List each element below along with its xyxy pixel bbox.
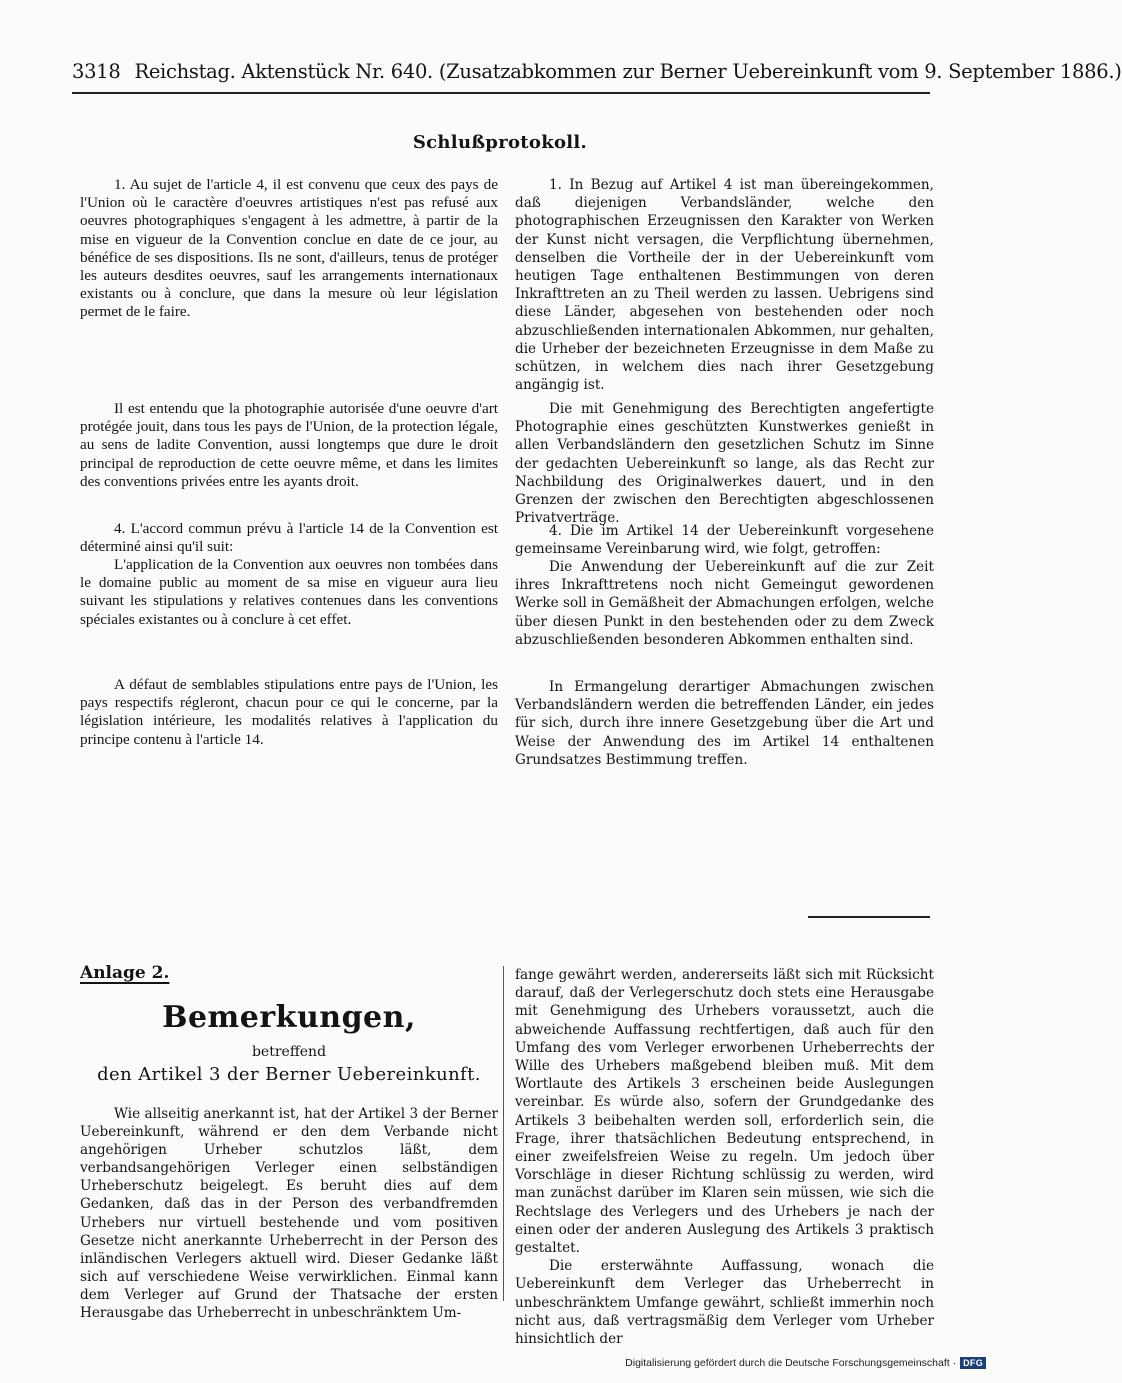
protocol-title: Schlußprotokoll.: [412, 132, 588, 153]
french-paragraph-3: 4. L'accord commun prévu à l'article 14 de la Convention est déterminé ainsi qu'il suit:: [80, 520, 498, 556]
page-number: 3318: [72, 60, 121, 83]
annex-subtitle-1: betreffend: [251, 1044, 327, 1060]
annex-left-column: [80, 1105, 498, 1322]
annex-title: Bemerkungen,: [162, 1000, 416, 1035]
column-divider: [503, 966, 504, 1301]
annex-label: Anlage 2.: [80, 963, 170, 983]
german-paragraph-5: In Ermangelung derartiger Abmachungen zwischen Verbandsländern werden die betreffenden Länder, ein jedes für sich, durch ihre innere Gesetzgebung über die Art und Weise der Anwendung des im Artikel 14 enthaltenen Grundsatzes Bestimmung treffen.: [515, 679, 934, 768]
german-paragraph-2: Die mit Genehmigung des Berechtigten angefertigte Photographie eines geschützten Kunstwerkes genießt in allen Verbandsländern den gesetzlichen Schutz im Sinne der gedachten Uebereinkunft so lange, als das Recht zur Nachbildung des Originalwerkes dauert, und in den Grenzen der zwischen den Berechtigten abgeschlossenen Privatverträge.: [515, 401, 934, 527]
annex-right-column: [515, 966, 934, 1348]
german-paragraph-4: Die Anwendung der Uebereinkunft auf die zur Zeit ihres Inkrafttretens noch nicht Gemeingut gewordenen Werke soll in Gemäßheit der Abmachungen erfolgen, welche über diesen Punkt in den bestehenden oder zu dem Zweck abzuschließenden besonderen Abkommen enthalten sind.: [515, 559, 934, 648]
french-paragraph-2: Il est entendu que la photographie autorisée d'une oeuvre d'art protégée jouit, dans tous les pays de l'Union, de la protection légale, au sens de ladite Convention, aussi longtemps que dure le droit principal de reproduction de cette oeuvre même, et dans les limites des conventions privées entre les ayants droit.: [80, 400, 498, 490]
german-paragraph-1: 1. In Bezug auf Artikel 4 ist man übereingekommen, daß diejenigen Verbandsländer, welche den photographischen Erzeugnissen den Karakter von Werken der Kunst nicht versagen, die Verpflichtung übernehmen, denselben die Vortheile der in der Uebereinkunft vom heutigen Tage enthaltenen Bestimmungen von deren Inkrafttreten an zu Theil werden zu lassen. Uebrigens sind diese Länder, abgesehen von bestehenden oder noch abzuschließenden internationalen Abkommen, nur gehalten, die Urheber der bezeichneten Erzeugnisse in dem Maße zu schützen, in welchem dies nach ihrer Gesetzgebung angängig ist.: [515, 177, 934, 394]
annex-right-paragraph-2: Die ersterwähnte Auffassung, wonach die Uebereinkunft dem Verleger das Urheberrecht in unbeschränktem Umfange gewährt, schließt immerhin noch nicht aus, daß vertragsmäßig dem Verleger vom Urheber hinsichtlich der: [515, 1258, 934, 1348]
header-rule: [72, 92, 930, 94]
french-paragraph-5: A défaut de semblables stipulations entre pays de l'Union, les pays respectifs régleront, chacun pour ce qui le concerne, par la législation intérieure, les modalités relatives à l'application du principe contenu à l'article 14.: [80, 676, 498, 748]
section-end-rule: [808, 916, 930, 918]
running-header: [72, 60, 1122, 83]
french-paragraph-1: 1. Au sujet de l'article 4, il est convenu que ceux des pays de l'Union où le caractère d'oeuvres artistiques n'est pas refusé aux oeuvres photographiques s'engagent à les admettre, à partir de la mise en vigueur de la Convention conclue en date de ce jour, au bénéfice de ses dispositions. Ils ne sont, d'ailleurs, tenus de protéger les auteurs desdites oeuvres, sauf les arrangements internationaux existants ou à conclure, que dans la mesure où leur législation permet de le faire.: [80, 176, 498, 321]
annex-left-paragraph: Wie allseitig anerkannt ist, hat der Artikel 3 der Berner Uebereinkunft, während er den dem Verbande nicht angehörigen Urheber schutzlos läßt, dem verbandsangehörigen Verleger einen selbständigen Urheberschutz beigelegt. Es beruht dies auf dem Gedanken, daß das in der Person des verbandfremden Urhebers nur virtuell bestehende und vom positiven Gesetze nicht anerkannte Urheberrecht in der Person des inländischen Verlegers aktuell wird. Dieser Gedanke läßt sich auf verschiedene Weise verwirklichen. Einmal kann dem Verleger auf Grund der Thatsache der ersten Herausgabe das Urheberrecht in unbeschränktem Um-: [80, 1106, 498, 1322]
annex-subtitle-2: den Artikel 3 der Berner Uebereinkunft.: [97, 1064, 481, 1085]
running-title: Reichstag. Aktenstück Nr. 640. (Zusatzabkommen zur Berner Uebereinkunft vom 9. September 1886.): [134, 60, 1122, 83]
dfg-logo: DFG: [960, 1357, 986, 1369]
footer-text: Digitalisierung gefördert durch die Deutsche Forschungsgemeinschaft ·: [625, 1357, 957, 1369]
digitization-footer: [625, 1357, 986, 1369]
german-paragraph-3: 4. Die im Artikel 14 der Uebereinkunft vorgesehene gemeinsame Vereinbarung wird, wie folgt, getroffen:: [515, 523, 934, 558]
french-paragraph-4: L'application de la Convention aux oeuvres non tombées dans le domaine public au moment de sa mise en vigueur aura lieu suivant les stipulations y relatives contenues dans les conventions spéciales existantes ou à conclure à cet effet.: [80, 556, 498, 628]
annex-right-paragraph-1: fange gewährt werden, andererseits läßt sich mit Rücksicht darauf, daß der Verlegerschutz doch stets eine Herausgabe mit Genehmigung des Urhebers voraussetzt, auch die abweichende Auffassung rechtfertigen, daß auch für den Umfang des vom Verleger erworbenen Urheberrechts der Wille des Urhebers maßgebend bleiben muß. Mit dem Wortlaute des Artikels 3 erscheinen beide Auslegungen vereinbar. Es würde also, sofern der Grundgedanke des Artikels 3 beibehalten werden soll, erforderlich sein, die Frage, ihrer thatsächlichen Bedeutung entsprechend, in einer zweifelsfreien Weise zu regeln. Um jedoch über Vorschläge in dieser Richtung schlüssig zu werden, wird man zunächst darüber im Klaren sein müssen, wie sich die Rechtslage des Verlegers und des Urhebers je nach der einen oder der anderen Auslegung des Artikels 3 praktisch gestaltet.: [515, 967, 934, 1257]
